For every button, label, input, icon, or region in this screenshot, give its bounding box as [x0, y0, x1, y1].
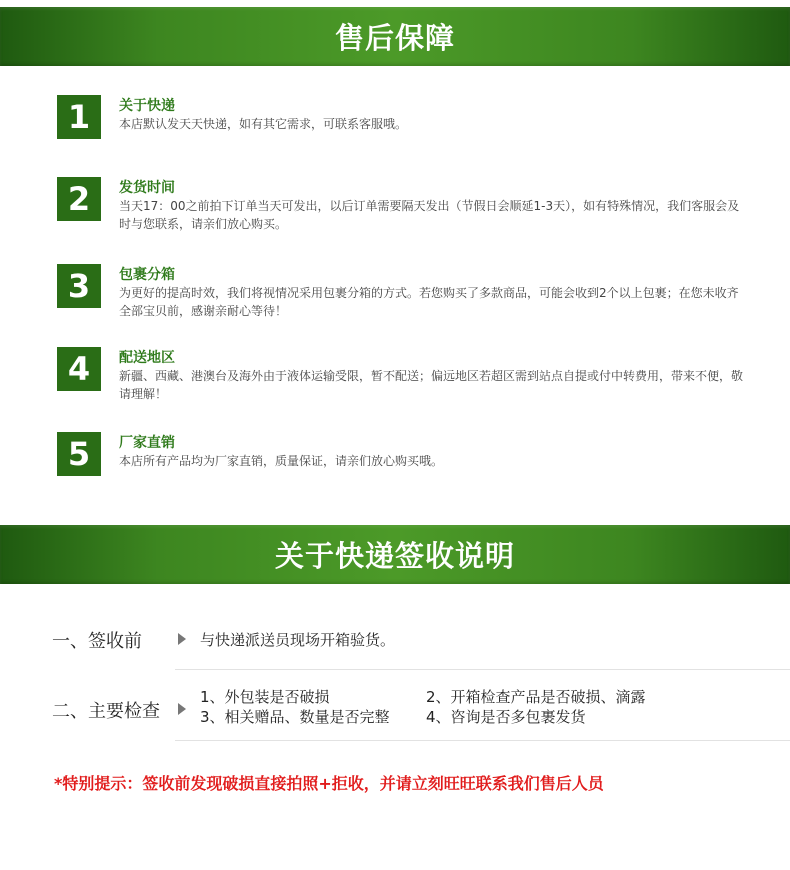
item-number-badge: 5 [57, 432, 101, 476]
divider [175, 669, 790, 670]
before-sign-label: 一、签收前 [52, 631, 142, 652]
after-sales-banner [0, 7, 790, 66]
check-item: 2、开箱检查产品是否破损、滴露 [426, 688, 646, 706]
item-number-badge: 2 [57, 177, 101, 221]
item-text: 新疆、西藏、港澳台及海外由于液体运输受限，暂不配送；偏远地区若超区需到站点自提或付中转费用，带来不便，敬请理解！ [119, 369, 744, 401]
item-text: 为更好的提高时效，我们将视情况采用包裹分箱的方式。若您购买了多款商品，可能会收到2个以上包裹；在您未收齐全部宝贝前，感谢亲耐心等待！ [119, 286, 739, 318]
special-notice: *特别提示：签收前发现破损直接拍照+拒收，并请立刻旺旺联系我们售后人员 [54, 774, 604, 793]
arrow-right-icon [178, 633, 186, 645]
delivery-sign-title: 关于快递签收说明 [274, 539, 515, 573]
item-text: 本店默认发天天快递，如有其它需求，可联系客服哦。 [119, 117, 408, 131]
item-text: 本店所有产品均为厂家直销，质量保证，请亲们放心购买哦。 [119, 454, 444, 468]
main-check-label: 二、主要检查 [52, 701, 160, 722]
check-item: 4、咨询是否多包裹发货 [426, 708, 586, 726]
item-text: 当天17：00之前拍下订单当天可发出，以后订单需要隔天发出（节假日会顺延1-3天），如有特殊情况，我们客服会及时与您联系，请亲们放心购买。 [119, 199, 740, 231]
item-title: 关于快递 [119, 98, 175, 114]
item-title: 配送地区 [119, 350, 175, 366]
before-sign-text: 与快递派送员现场开箱验货。 [200, 631, 396, 649]
arrow-right-icon [178, 703, 186, 715]
item-number-badge: 3 [57, 264, 101, 308]
item-title: 发货时间 [119, 180, 175, 196]
item-number-badge: 4 [57, 347, 101, 391]
divider [175, 740, 790, 741]
delivery-sign-banner [0, 525, 790, 584]
after-sales-title: 售后保障 [334, 21, 455, 55]
item-number-badge: 1 [57, 95, 101, 139]
check-item: 1、外包装是否破损 [200, 688, 330, 706]
check-item: 3、相关赠品、数量是否完整 [200, 708, 390, 726]
item-title: 厂家直销 [119, 435, 175, 451]
item-title: 包裹分箱 [119, 267, 175, 283]
